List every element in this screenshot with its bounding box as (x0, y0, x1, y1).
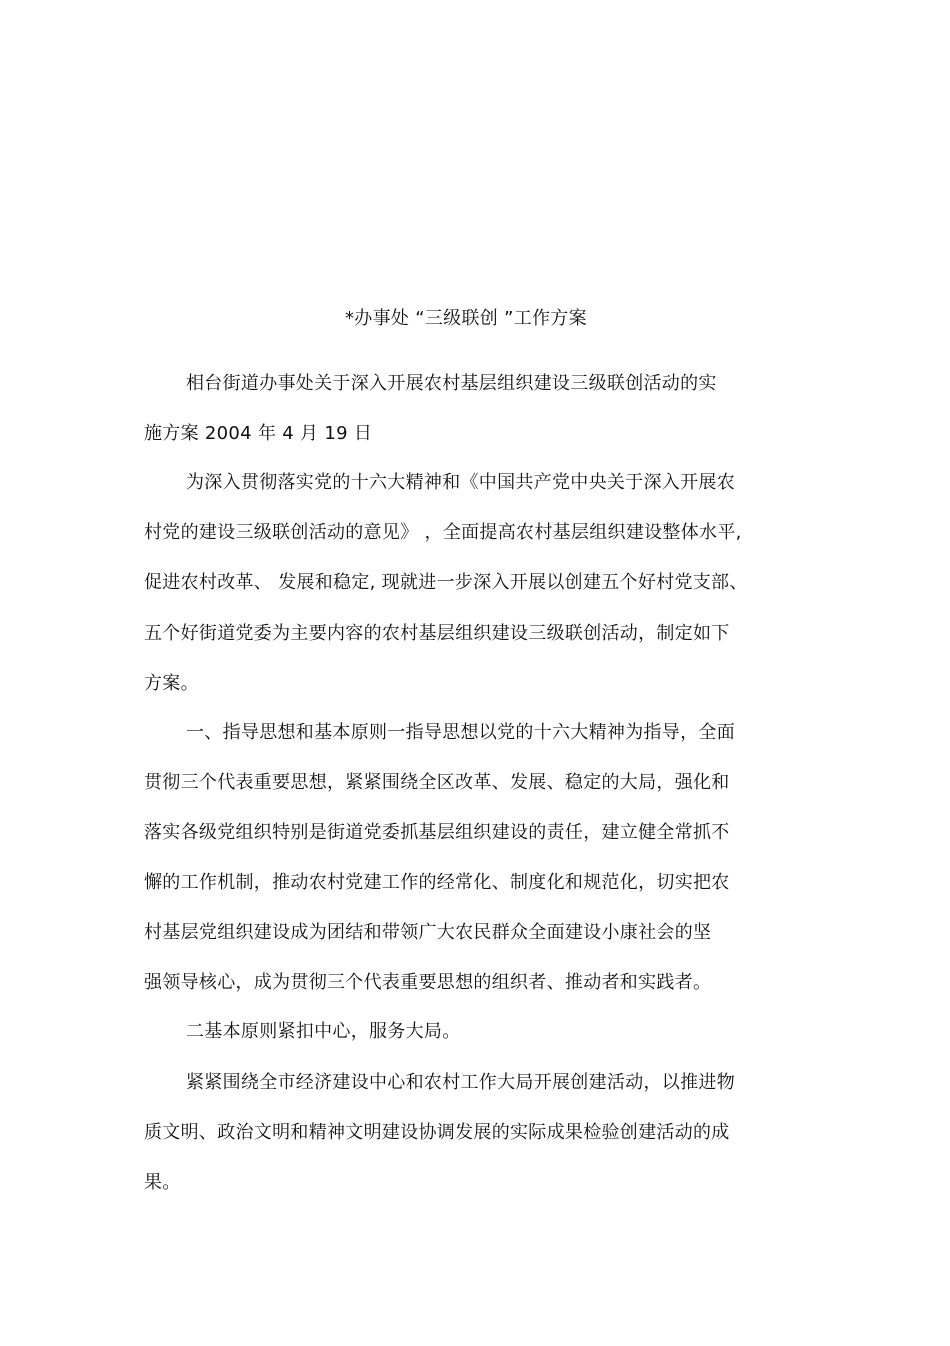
paragraph-line: 紧紧围绕全市经济建设中心和农村工作大局开展创建活动，以推进物 (186, 1072, 735, 1093)
paragraph-line: 施方案 2004 年 4 月 19 日 (144, 423, 373, 444)
paragraph-line: 二基本原则紧扣中心，服务大局。 (186, 1021, 461, 1042)
paragraph-line: 质文明、政治文明和精神文明建设协调发展的实际成果检验创建活动的成 (144, 1122, 730, 1143)
paragraph-line: 为深入贯彻落实党的十六大精神和《中国共产党中央关于深入开展农 (186, 472, 735, 493)
paragraph-line: 落实各级党组织特别是街道党委抓基层组织建设的责任，建立健全常抓不 (144, 822, 730, 843)
paragraph-line: 促进农村改革、 发展和稳定, 现就进一步深入开展以创建五个好村党支部、 (144, 572, 748, 593)
paragraph-line: 懈的工作机制，推动农村党建工作的经常化、制度化和规范化，切实把农 (144, 872, 730, 893)
paragraph-line: 果。 (144, 1172, 181, 1193)
paragraph-line: 五个好街道党委为主要内容的农村基层组织建设三级联创活动，制定如下 (144, 623, 730, 644)
paragraph-line: 贯彻三个代表重要思想，紧紧围绕全区改革、发展、稳定的大局，强化和 (144, 772, 730, 793)
paragraph-line: 强领导核心，成为贯彻三个代表重要思想的组织者、推动者和实践者。 (144, 972, 712, 993)
paragraph-line: 方案。 (144, 673, 199, 694)
document-title: *办事处 “三级联创 ”工作方案 (345, 308, 587, 329)
paragraph-line: 村党的建设三级联创活动的意见》 ，全面提高农村基层组织建设整体水平, (144, 522, 742, 543)
paragraph-line: 村基层党组织建设成为团结和带领广大农民群众全面建设小康社会的坚 (144, 922, 712, 943)
paragraph-line: 相台街道办事处关于深入开展农村基层组织建设三级联创活动的实 (186, 373, 717, 394)
paragraph-line: 一、指导思想和基本原则一指导思想以党的十六大精神为指导，全面 (186, 722, 735, 743)
